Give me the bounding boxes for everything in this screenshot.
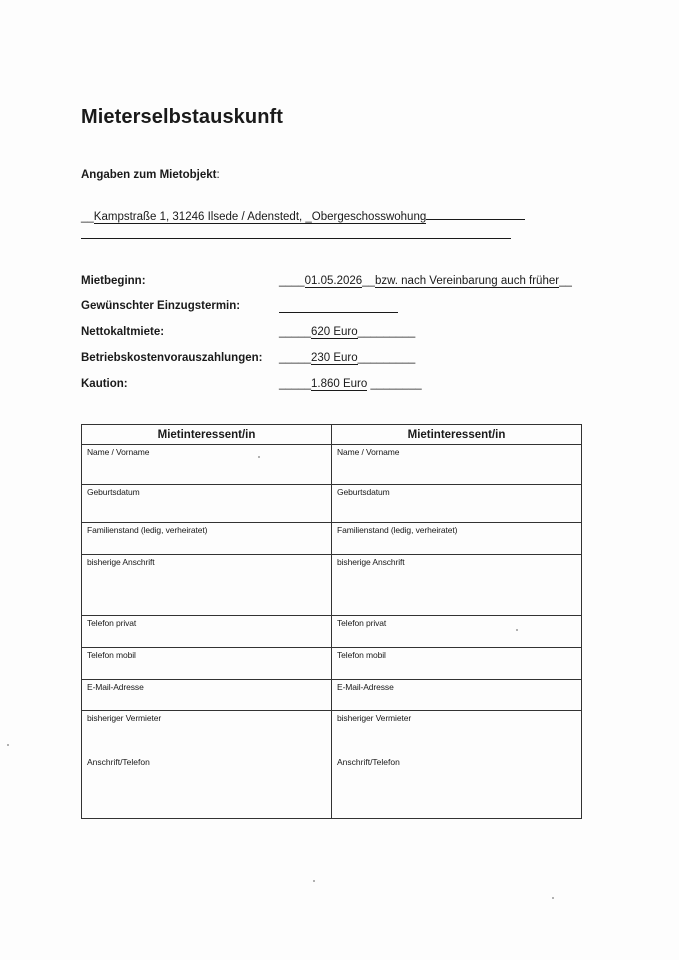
name-label-1: Name / Vorname xyxy=(87,447,150,457)
table-header-row xyxy=(82,425,582,445)
table-row-name xyxy=(82,445,582,485)
name-label-2: Name / Vorname xyxy=(337,447,400,457)
field-line-einzugstermin xyxy=(279,312,398,313)
nettokaltmiete-value: 620 Euro xyxy=(310,326,358,338)
birth-label-2: Geburtsdatum xyxy=(337,487,390,497)
address-label-1: bisherige Anschrift xyxy=(87,557,155,567)
field-value-betriebskosten xyxy=(279,352,415,364)
object-heading-text: Angaben zum Mietobjekt xyxy=(81,169,217,181)
landlord-cell-2[interactable] xyxy=(332,711,582,819)
address-cell-1[interactable] xyxy=(82,555,332,616)
landlord-contact-label-1: Anschrift/Telefon xyxy=(87,757,150,767)
phone-label-1: Telefon privat xyxy=(87,618,137,628)
phone-label-2: Telefon privat xyxy=(337,618,387,628)
email-cell-1[interactable] xyxy=(82,680,332,711)
nettokaltmiete-lead: _____ xyxy=(279,326,311,338)
address-text: Kampstraße 1, 31246 Ilsede / Adenstedt, _Obergeschosswohung xyxy=(93,211,427,223)
family-label-2: Familienstand (ledig, verheiratet) xyxy=(337,525,458,535)
mobile-cell-2[interactable] xyxy=(332,648,582,680)
table-row-landlord xyxy=(82,711,582,819)
table-row-address xyxy=(82,555,582,616)
nettokaltmiete-tail: _________ xyxy=(357,326,416,338)
kaution-value: 1.860 Euro xyxy=(310,378,368,390)
family-cell-2[interactable] xyxy=(332,523,582,555)
betriebskosten-value: 230 Euro xyxy=(310,352,358,364)
landlord-cell-1[interactable] xyxy=(82,711,332,819)
document-title: Mieterselbstauskunft xyxy=(81,106,284,128)
mietbeginn-tail: __ xyxy=(559,275,572,287)
address-line xyxy=(81,207,525,223)
mietbeginn-lead: ____ xyxy=(279,275,305,287)
phone-cell-1[interactable] xyxy=(82,616,332,648)
field-label-betriebskosten: Betriebskostenvorauszahlungen: xyxy=(81,352,263,364)
betriebskosten-tail: _________ xyxy=(357,352,416,364)
email-label-1: E-Mail-Adresse xyxy=(87,682,144,692)
landlord-label-1: bisheriger Vermieter xyxy=(87,713,162,723)
mobile-cell-1[interactable] xyxy=(82,648,332,680)
landlord-label-2: bisheriger Vermieter xyxy=(337,713,412,723)
scan-speck xyxy=(258,456,260,458)
landlord-contact-label-2: Anschrift/Telefon xyxy=(337,757,400,767)
mietbeginn-note: bzw. nach Vereinbarung auch früher xyxy=(374,275,560,287)
email-cell-2[interactable] xyxy=(332,680,582,711)
table-row-mobile xyxy=(82,648,582,680)
name-cell-2[interactable] xyxy=(332,445,582,485)
field-value-nettokaltmiete xyxy=(279,326,415,338)
table-row-family xyxy=(82,523,582,555)
mobile-label-1: Telefon mobil xyxy=(87,650,136,660)
object-heading xyxy=(81,169,220,181)
address-cell-2[interactable] xyxy=(332,555,582,616)
name-cell-1[interactable] xyxy=(82,445,332,485)
object-heading-colon: : xyxy=(216,169,220,181)
mietbeginn-mid: __ xyxy=(362,275,375,287)
birth-cell-1[interactable] xyxy=(82,485,332,523)
email-label-2: E-Mail-Adresse xyxy=(337,682,394,692)
scan-speck xyxy=(7,744,9,746)
address-label-2: bisherige Anschrift xyxy=(337,557,405,567)
kaution-lead: _____ xyxy=(279,378,311,390)
column-header-applicant-1: Mietinteressent/in xyxy=(82,425,332,445)
table-row-birth xyxy=(82,485,582,523)
mobile-label-2: Telefon mobil xyxy=(337,650,386,660)
kaution-tail: ________ xyxy=(367,378,422,390)
table-row-phone xyxy=(82,616,582,648)
field-label-einzugstermin: Gewünschter Einzugstermin: xyxy=(81,300,241,312)
betriebskosten-lead: _____ xyxy=(279,352,311,364)
address-prefix: __ xyxy=(81,211,94,223)
family-cell-1[interactable] xyxy=(82,523,332,555)
birth-cell-2[interactable] xyxy=(332,485,582,523)
scan-speck xyxy=(313,880,315,882)
field-value-kaution xyxy=(279,378,422,390)
applicant-table xyxy=(81,424,582,819)
mietbeginn-date: 01.05.2026 xyxy=(304,275,363,287)
table-row-email xyxy=(82,680,582,711)
scan-speck xyxy=(552,897,554,899)
phone-cell-2[interactable] xyxy=(332,616,582,648)
field-value-mietbeginn xyxy=(279,275,572,287)
field-label-mietbeginn: Mietbeginn: xyxy=(81,275,146,287)
birth-label-1: Geburtsdatum xyxy=(87,487,140,497)
address-second-line xyxy=(81,238,511,239)
scan-speck xyxy=(516,629,518,631)
family-label-1: Familienstand (ledig, verheiratet) xyxy=(87,525,208,535)
column-header-applicant-2: Mietinteressent/in xyxy=(332,425,582,445)
field-label-nettokaltmiete: Nettokaltmiete: xyxy=(81,326,165,338)
address-blank xyxy=(426,207,525,220)
field-label-kaution: Kaution: xyxy=(81,378,128,390)
